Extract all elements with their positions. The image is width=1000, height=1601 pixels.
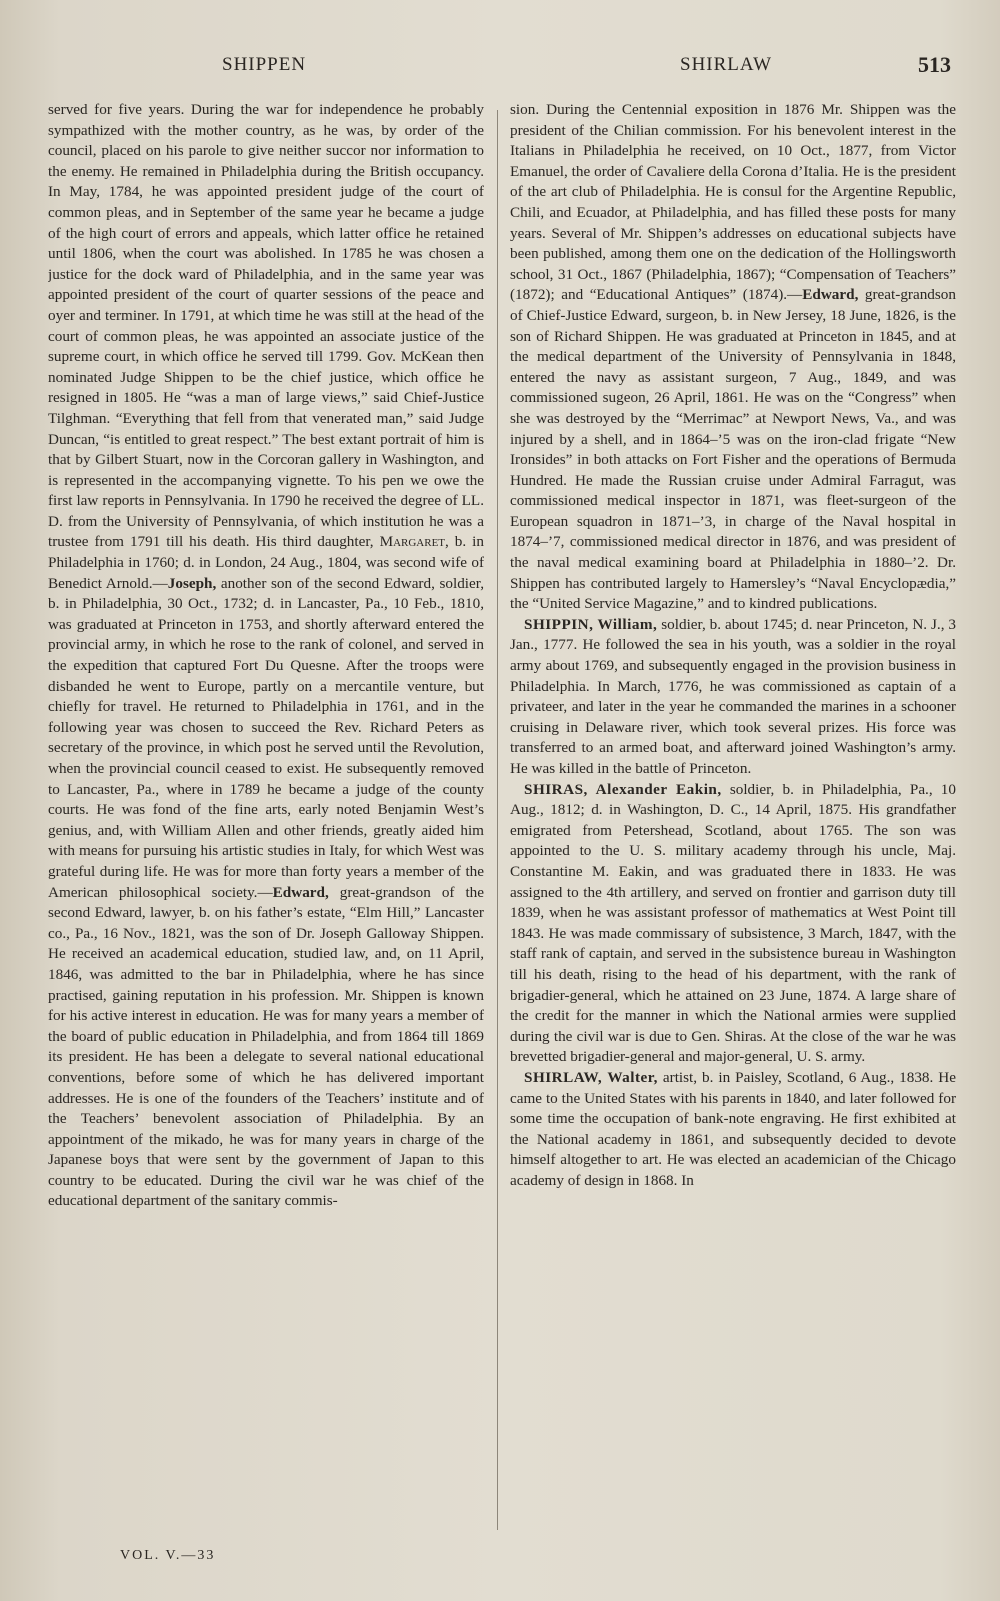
text-run: great-grandson of the second Edward, lawyer, b. on his father’s estate, “Elm Hill,” Lancaster co., Pa., 16 Nov., 1821, was the son of Dr. Joseph Galloway Shippen. He received an academical education, studied law, and, on 11 April, 1846, was admitted to the bar in Philadelphia, where he has since practised, gaining reputation in his profession. Mr. Shippen is known for his active interest in education. He was for many years a member of the board of public education in Philadelphia, and from 1864 till 1869 its president. He has been a delegate to several national educational conventions, before some of which he has delivered important addresses. He is one of the founders of the Teachers’ institute and of the Teachers’ benevolent association of Philadelphia. By an appointment of the mikado, he was for many years in charge of the Japanese boys that were sent by the government of Japan to this country to be educated. During the civil war he was chief of the educational department of the sanitary commis- [48,883,484,1210]
text-run: another son of the second Edward, soldier, b. in Philadelphia, 30 Oct., 1732; d. in Lancaster, Pa., 10 Feb., 1810, was graduated at Princeton in 1753, and shortly afterward entered the provincial army, in which he rose to the rank of colonel, and served in the expedition that captured Fort Du Quesne. After the troops were disbanded he went to Europe, partly on a mercantile venture, but chiefly for travel. He returned to Philadelphia in 1761, and in the following year was chosen to succeed the Rev. Richard Peters as secretary of the province, in which post he served until the Revolution, when the provincial council ceased to exist. He subsequently removed to Lancaster, Pa., where in 1789 he became a judge of the county courts. He was fond of the fine arts, early noted Benjamin West’s genius, and, with William Allen and other friends, greatly aided him with means for pursuing his artistic studies in Italy, for which West was grateful during life. He was for more than forty years a member of the American philosophical society.— [48,574,484,901]
running-head [0,50,1000,80]
entry-headword: SHIPPIN, William, [524,615,658,633]
left-column-text [48,100,484,1212]
entry-shirlaw [510,1068,956,1192]
entry-text: soldier, b. about 1745; d. near Princeton, N. J., 3 Jan., 1777. He followed the sea in his youth, was a soldier in the royal army about 1769, and subsequently engaged in the provision business in Philadelphia. In March, 1776, he was commissioned as captain of a privateer, and later in the year he commanded the marines in a schooner cruising in Delaware river, which took several prizes. His force was transferred to an armed boat, and afterward joined Washington’s army. He was killed in the battle of Princeton. [510,615,956,777]
entry-headword: SHIRAS, Alexander Eakin, [524,780,722,798]
text-run: served for five years. During the war for independence he probably sympathized with the mother country, as he was, by order of the council, placed on his parole to give neither succor nor information to the enemy. He remained in Philadelphia during the British occupancy. In May, 1784, he was appointed president judge of the court of common pleas, and in September of the same year he became a judge of the high court of errors and appeals, which latter office he retained until 1806, when the court was abolished. In 1785 he was chosen a justice for the dock ward of Philadelphia, and in the same year was appointed president of the court of quarter sessions of the peace and oyer and terminer. In 1791, at which time he was still at the head of the court of common pleas, he was appointed an associate justice of the supreme court, in which office he served till 1799. Gov. McKean then nominated Judge Shippen to be the chief justice, which office he resigned in 1805. He “was a man of large views,” said Chief-Justice Tilghman. “Everything that fell from that venerated man,” said Judge Duncan, “is entitled to great respect.” The best extant portrait of him is that by Gilbert Stuart, now in the Corcoran gallery in Washington, and is represented in the accompanying vignette. To his pen we owe the first law reports in Pennsylvania. In 1790 he received the degree of LL. D. from the University of Pennsylvania, of which institution he was a trustee from 1791 till his death. His third daughter, [48,101,484,551]
text-run: sion. During the Centennial exposition in 1876 Mr. Shippen was the president of the Chilian commission. For his benevolent interest in the Italians in Philadelphia he received, on 10 Oct., 1877, from Victor Emanuel, the order of Cavaliere della Corona d’Italia. He is the president of the art club of Philadelphia. He is consul for the Argentine Republic, Chili, and Ecuador, at Philadelphia, and has filled these posts for many years. Several of Mr. Shippen’s addresses on educational subjects have been published, among them one on the dedication of the Hollingsworth school, 31 Oct., 1867 (Philadelphia, 1867); “Compensation of Teachers” (1872); and “Educational Antiques” (1874).— [510,101,956,304]
right-column [510,100,956,1570]
entry-shippin [510,615,956,780]
name-joseph: Joseph, [167,574,217,592]
name-margaret: Margaret [379,533,446,551]
header-right-word: SHIRLAW [680,54,773,75]
entry-headword: SHIRLAW, Walter, [524,1068,658,1086]
name-edward-surgeon: Edward, [802,286,859,304]
left-column [48,100,484,1570]
header-left-word: SHIPPEN [222,54,307,75]
column-divider [497,110,498,1530]
entry-text: soldier, b. in Philadelphia, Pa., 10 Aug., 1812; d. in Washington, D. C., 14 April, 1875. His grandfather emigrated from Petershead, Scotland, about 1765. The son was appointed to the U. S. military academy through his uncle, Maj. Constantine M. Eakin, and was graduated there in 1833. He was assigned to the 4th artillery, and served on frontier and garrison duty till 1839, when he was assistant professor of mathematics at West Point till 1843. He was made commissary of subsistence, 3 March, 1847, with the staff rank of captain, and served in the subsistence bureau in Washington till his death, rising to the head of his department, with the rank of brigadier-general, which he attained on 23 June, 1874. A large share of the credit for the manner in which the National armies were supplied during the civil war is due to Gen. Shiras. At the close of the war he was brevetted brigadier-general and major-general, U. S. army. [510,780,956,1066]
name-edward: Edward, [272,883,329,901]
entry-shiras [510,780,956,1068]
signature-mark: VOL. V.—33 [120,1548,216,1563]
page-number: 513 [918,52,951,77]
text-run: great-grandson of Chief-Justice Edward, surgeon, b. in New Jersey, 18 June, 1826, is the son of Richard Shippen. He was graduated at Princeton in 1845, and at the medical department of the University of Pennsylvania in 1848, entered the navy as assistant surgeon, 7 Aug., 1849, and was commissioned sugeon, 26 April, 1861. He was on the “Congress” when she was destroyed by the “Merrimac” at Newport News, Va., and was injured by a shell, and in 1864–’5 was on the iron-clad frigate “New Ironsides” in both attacks on Fort Fisher and the operations of Bermuda Hundred. He made the Russian cruise under Admiral Farragut, was commissioned medical inspector in 1871, was fleet-surgeon of the European squadron in 1871–’3, in charge of the Naval hospital in 1874–’7, commissioned medical director in 1876, and was president of the naval medical examining board at Philadelphia in 1880–’2. Dr. Shippen has contributed largely to Hamersley’s “Naval Encyclopædia,” the “United Service Magazine,” and to kindred publications. [510,286,956,613]
right-column-continuation [510,100,956,615]
text-run: , b. in Philadelphia in 1760; d. in London, 24 Aug., 1804, was second wife of Benedict Arnold.— [48,533,484,592]
entry-text: artist, b. in Paisley, Scotland, 6 Aug., 1838. He came to the United States with his parents in 1840, and later followed for some time the occupation of bank-note engraving. He first exhibited at the National academy in 1861, and subsequently decided to devote himself altogether to art. He was elected an academician of the Chicago academy of design in 1868. In [510,1068,956,1189]
